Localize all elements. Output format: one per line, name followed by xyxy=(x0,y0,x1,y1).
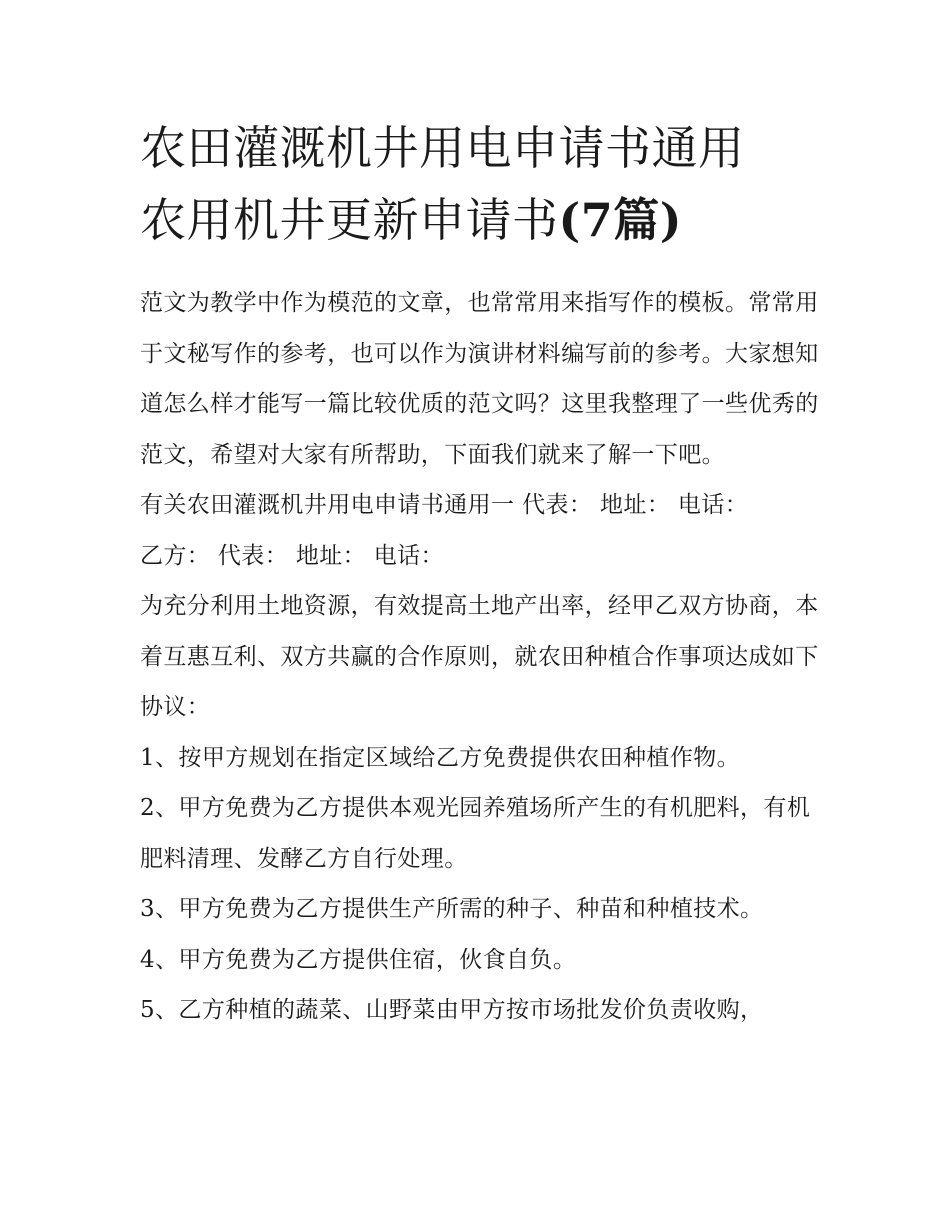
preamble-paragraph: 为充分利用土地资源，有效提高土地产出率，经甲乙双方协商，本着互惠互利、双方共赢的合作原则，就农田种植合作事项达成如下协议： xyxy=(140,593,819,720)
intro-paragraph: 范文为教学中作为模范的文章，也常常用来指写作的模板。常常用于文秘写作的参考，也可以作为演讲材料编写前的参考。大家想知道怎么样才能写一篇比较优质的范文吗？这里我整理了一些优秀的范文，希望对大家有所帮助，下面我们就来了解一下吧。 xyxy=(140,290,819,468)
clause-1: 1、按甲方规划在指定区域给乙方免费提供农田种植作物。 xyxy=(140,744,741,771)
clause-3: 3、甲方免费为乙方提供生产所需的种子、种苗和种植技术。 xyxy=(140,896,764,922)
clause-5: 5、乙方种植的蔬菜、山野菜由甲方按市场批发价负责收购， xyxy=(140,997,764,1023)
section-heading: 有关农田灌溉机井用电申请书通用一 代表： 地址： 电话： xyxy=(140,492,749,518)
clause-2: 2、甲方免费为乙方提供本观光园养殖场所产生的有机肥料，有机肥料清理、发酵乙方自行处理。 xyxy=(140,795,811,872)
document-title xyxy=(140,112,820,256)
title-line-1: 农田灌溉机井用电申请书通用 xyxy=(140,121,745,175)
document-page xyxy=(140,112,820,1036)
party-b-line: 乙方： 代表： 地址： 电话： xyxy=(140,542,444,569)
document-body xyxy=(140,278,820,1036)
title-suffix: (7篇) xyxy=(558,193,683,247)
title-line-2: 农用机井更新申请书 xyxy=(140,193,559,247)
clause-4: 4、甲方免费为乙方提供住宿，伙食自负。 xyxy=(140,946,577,973)
